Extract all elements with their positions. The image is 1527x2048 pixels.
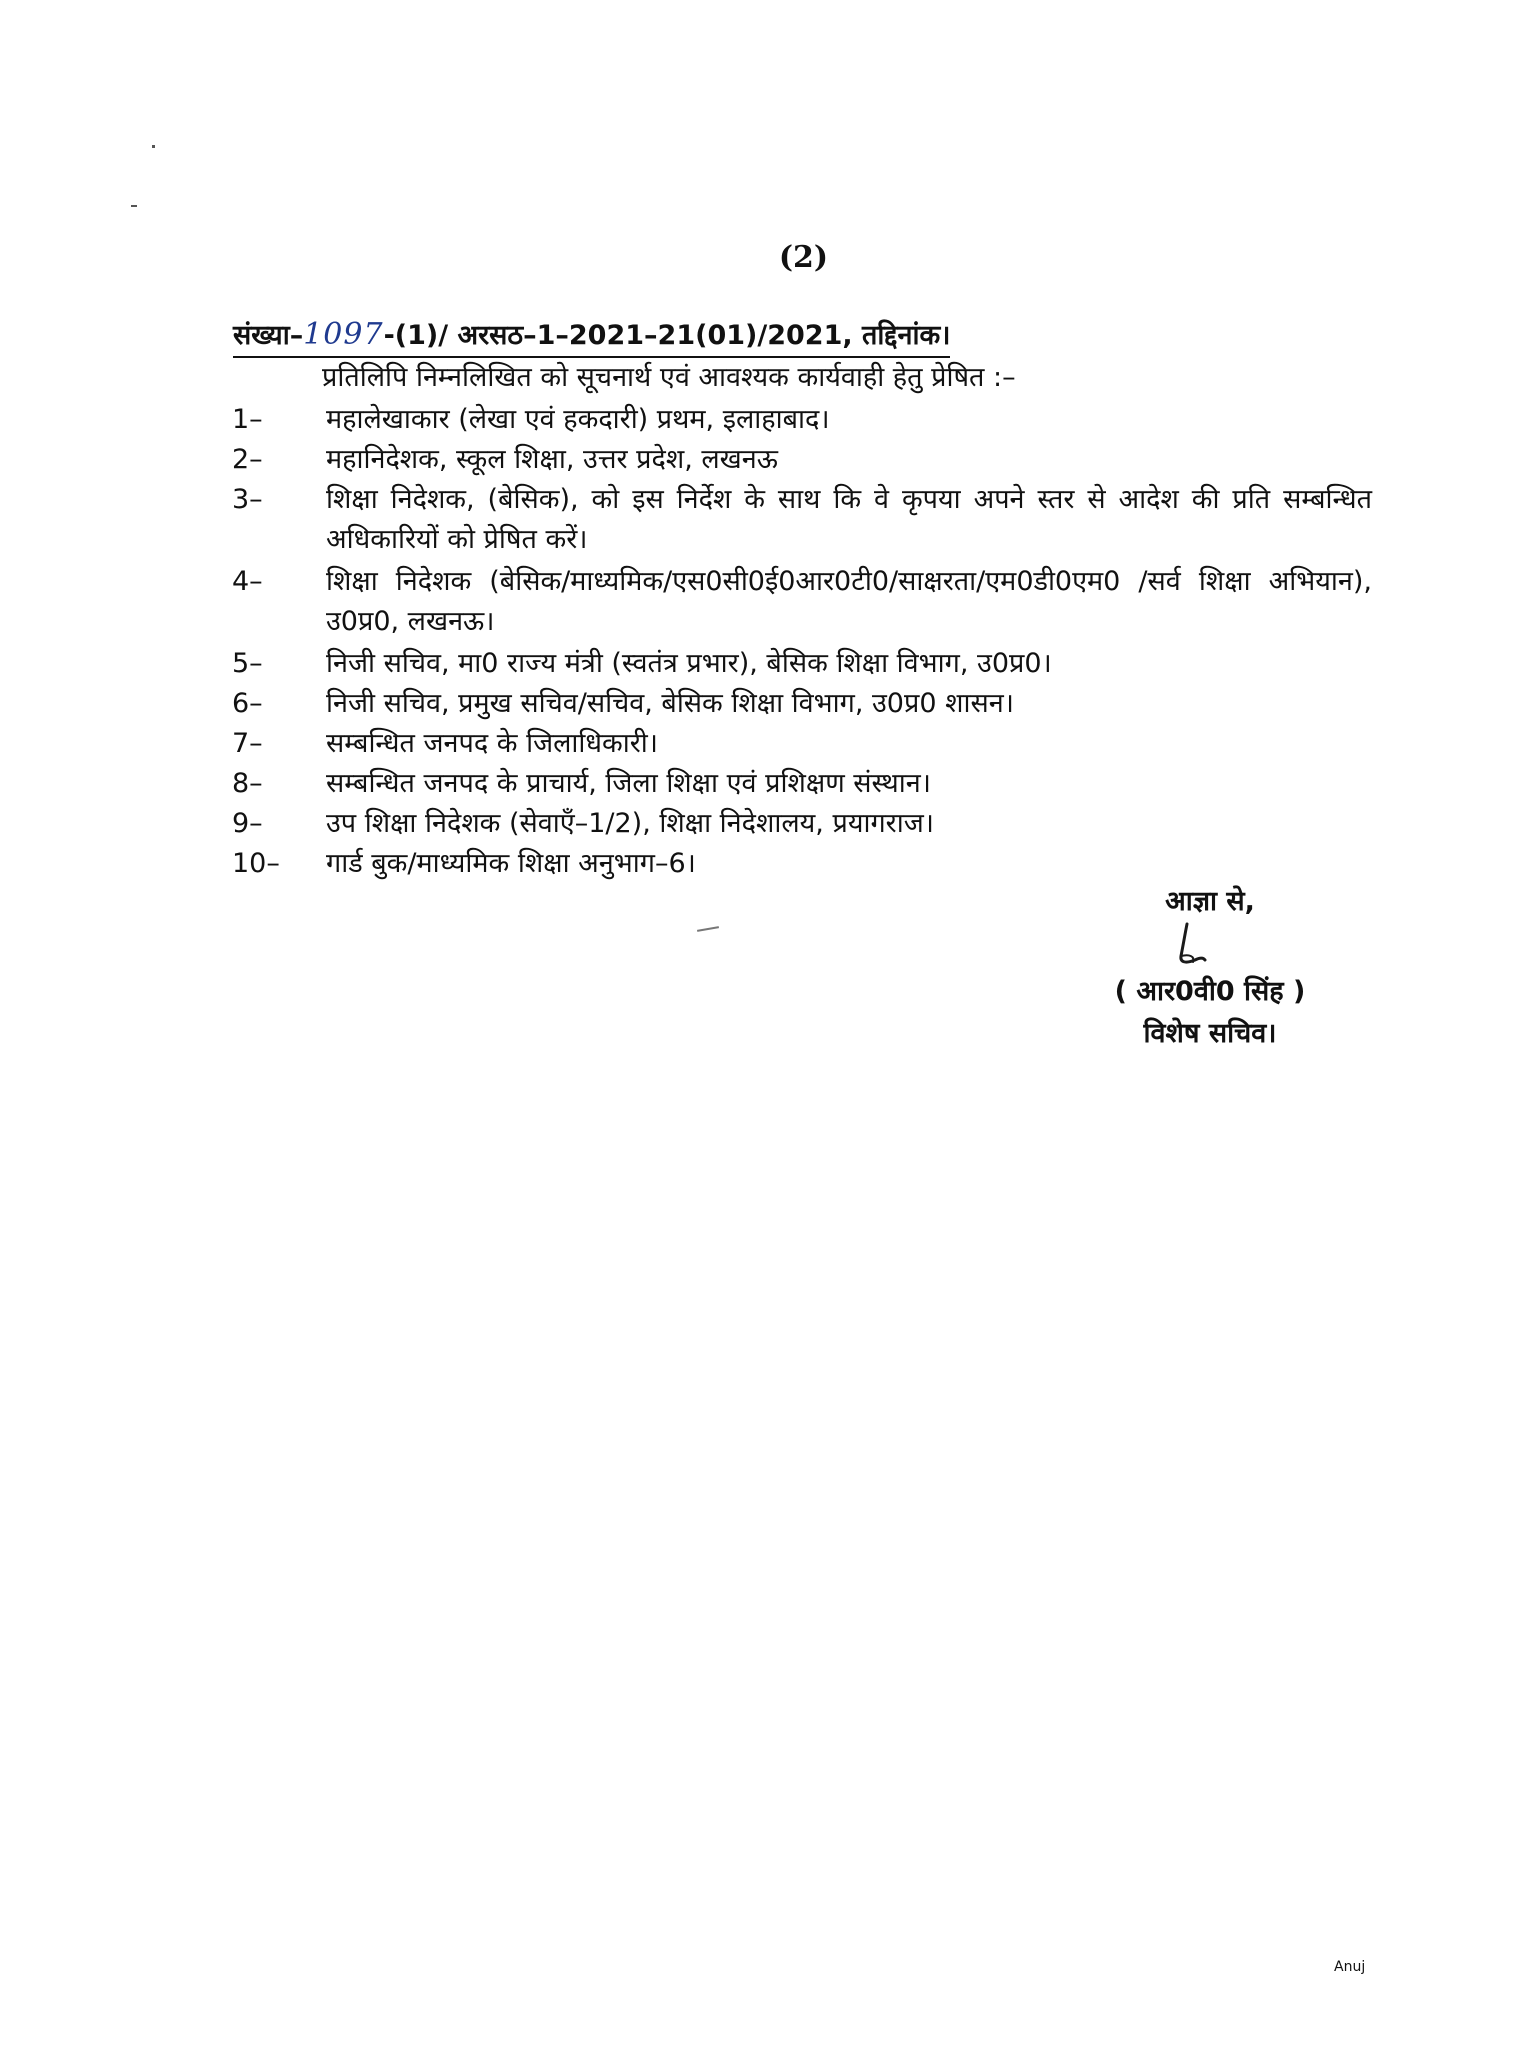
list-item [232, 724, 1372, 764]
page-number: (2) [778, 240, 829, 275]
list-item [232, 400, 1372, 440]
item-number: 9– [232, 808, 263, 839]
typist-initials: Anuj [1334, 1959, 1366, 1975]
item-text: महानिदेशक, स्कूल शिक्षा, उत्तर प्रदेश, लखनऊ [326, 444, 778, 475]
list-item [232, 440, 1372, 480]
list-item [232, 844, 1372, 884]
signatory-name: ( आर0वी0 सिंह ) [1114, 976, 1306, 1007]
item-number: 1– [232, 404, 263, 435]
item-text: निजी सचिव, मा0 राज्य मंत्री (स्वतंत्र प्रभार), बेसिक शिक्षा विभाग, उ0प्र0। [326, 648, 1052, 679]
item-text: सम्बन्धित जनपद के जिलाधिकारी। [326, 728, 659, 759]
reference-suffix: -(1)/ अरसठ–1–2021–21(01)/2021, तद्दिनांक। [383, 320, 951, 351]
item-number: 3– [232, 484, 263, 515]
scan-mark [697, 926, 719, 932]
item-number: 4– [232, 566, 263, 597]
item-text: गार्ड बुक/माध्यमिक शिक्षा अनुभाग–6। [326, 848, 696, 879]
item-number: 2– [232, 444, 263, 475]
item-text: महालेखाकार (लेखा एवं हकदारी) प्रथम, इलाहाबाद। [326, 404, 830, 435]
item-text: शिक्षा निदेशक (बेसिक/माध्यमिक/एस0सी0ई0आर0टी0/साक्षरता/एम0डी0एम0 /सर्व शिक्षा अभियान), उ0प्र0, लखनऊ। [326, 566, 1372, 637]
list-item [232, 562, 1372, 642]
item-number: 7– [232, 728, 263, 759]
list-item [232, 480, 1372, 560]
handwritten-reference-number: 1097 [303, 317, 384, 352]
item-text: शिक्षा निदेशक, (बेसिक), को इस निर्देश के साथ कि वे कृपया अपने स्तर से आदेश की प्रति सम्बन्धित अधिकारियों को प्रेषित करें। [326, 484, 1372, 555]
item-number: 5– [232, 648, 263, 679]
list-item [232, 804, 1372, 844]
item-text: सम्बन्धित जनपद के प्राचार्य, जिला शिक्षा एवं प्रशिक्षण संस्थान। [326, 768, 931, 799]
list-item [232, 684, 1372, 724]
item-text: निजी सचिव, प्रमुख सचिव/सचिव, बेसिक शिक्षा विभाग, उ0प्र0 शासन। [326, 688, 1014, 719]
recipient-list [232, 400, 1372, 884]
copy-forwarded-intro: प्रतिलिपि निम्नलिखित को सूचनार्थ एवं आवश्यक कार्यवाही हेतु प्रेषित :– [322, 362, 1016, 393]
reference-prefix: संख्या– [233, 320, 304, 351]
by-order-text: आज्ञा से, [1165, 886, 1255, 917]
handwritten-signature [1165, 920, 1225, 972]
item-number: 10– [232, 848, 280, 879]
signatory-designation: विशेष सचिव। [1143, 1018, 1277, 1049]
item-number: 6– [232, 688, 263, 719]
reference-number-line [233, 317, 950, 358]
item-number: 8– [232, 768, 263, 799]
item-text: उप शिक्षा निदेशक (सेवाएँ–1/2), शिक्षा निदेशालय, प्रयागराज। [326, 808, 934, 839]
list-item [232, 764, 1372, 804]
list-item [232, 644, 1372, 684]
